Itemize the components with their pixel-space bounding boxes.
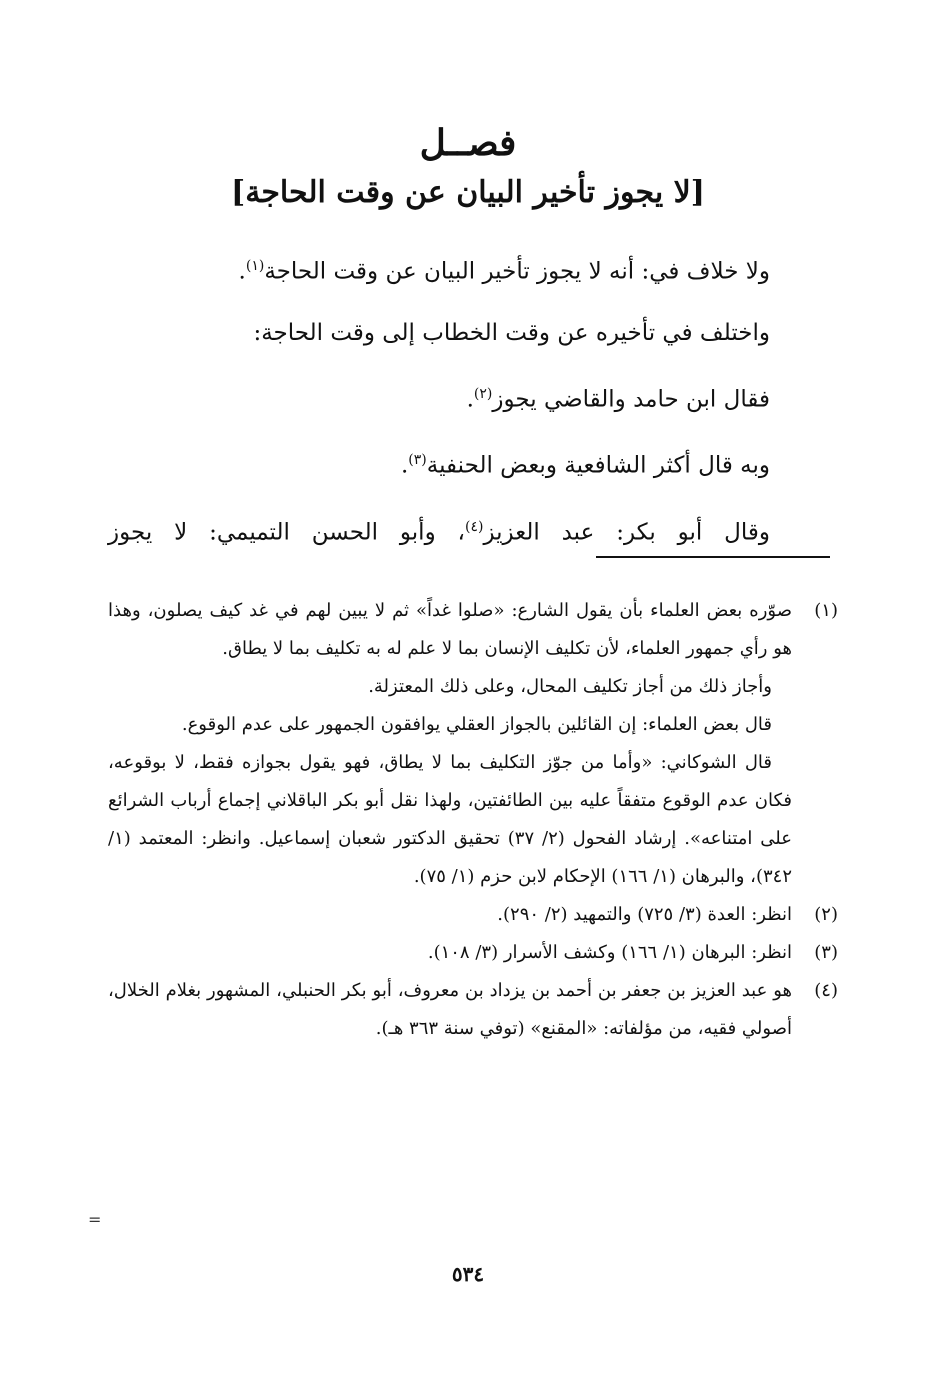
footnote-paragraph: صوّره بعض العلماء بأن يقول الشارع: «صلوا غداً» ثم لا يبين لهم في غد كيف يصلون، وهذا هو رأي جمهور العلماء، لأن تكليف الإنسان بما لا علم له به تكليف بما لا يطاق.: [108, 600, 792, 659]
footnote-number: (٤): [814, 980, 838, 1001]
footnote-number: (٣): [814, 942, 838, 963]
footnote-paragraph: وأجاز ذلك من أجاز تكليف المحال، وعلى ذلك المعتزلة.: [368, 676, 772, 697]
footnote-paragraph: قال الشوكاني: «وأما من جوّز التكليف بما لا يطاق، فهو يقول بجوازه فقط، لا بوقوعه، فكان عدم الوقوع متفقاً عليه بين الطائفتين، ولهذا نقل أبو بكر الباقلاني إجماع أرباب الشرائع على امتناعه». إرشاد الفحول (٢/ ٣٧) تحقيق الدكتور شعبان إسماعيل. وانظر: المعتمد (١/ ٣٤٢)، والبرهان (١/ ١٦٦) الإحكام لابن حزم (١/ ٧٥).: [108, 752, 792, 887]
footnote-2: [108, 896, 838, 934]
footnote-number: (٢): [814, 904, 838, 925]
footnote-ref-4[interactable]: (٤): [464, 518, 484, 535]
footnote-4: [108, 972, 838, 1048]
margin-mark: =: [88, 1210, 102, 1229]
section-title: فصــل: [419, 122, 517, 164]
footnote-1: [108, 592, 838, 896]
main-text: [108, 236, 770, 564]
body-line-4: وبه قال أكثر الشافعية وبعض الحنفية$^{(٣)}$.: [400, 452, 770, 479]
footnote-ref-1[interactable]: (١): [245, 258, 265, 274]
body-line-5: وقال أبو بكر: عبد العزيز$^{(٤)}$، وأبو الحسن التميمي: لا يجوز: [108, 518, 770, 546]
footnote-paragraph: انظر: البرهان (١/ ١٦٦) وكشف الأسرار (٣/ ١٠٨).: [427, 942, 792, 963]
body-line-2: واختلف في تأخيره عن وقت الخطاب إلى وقت الحاجة:: [253, 319, 770, 346]
footnotes: [108, 592, 838, 1048]
footnote-ref-2[interactable]: (٢): [473, 385, 493, 402]
footnote-number: (١): [814, 600, 838, 621]
page-number: ٥٣٤: [451, 1262, 485, 1286]
footnote-paragraph: قال بعض العلماء: إن القائلين بالجواز العقلي يوافقون الجمهور على عدم الوقوع.: [181, 714, 772, 735]
section-subtitle: [لا يجوز تأخير البيان عن وقت الحاجة]: [231, 175, 705, 210]
body-line-1: ولا خلاف في: أنه لا يجوز تأخير البيان عن وقت الحاجة$^{(١)}$.: [238, 258, 770, 285]
footnote-3: [108, 934, 838, 972]
footnote-paragraph: انظر: العدة (٣/ ٧٢٥) والتمهيد (٢/ ٢٩٠).: [497, 904, 792, 925]
footnote-paragraph: هو عبد العزيز بن جعفر بن أحمد بن يزداد بن معروف، أبو بكر الحنبلي، المشهور بغلام الخلال، أصولي فقيه، من مؤلفاته: «المقنع» (توفي سنة ٣٦٣ هـ).: [108, 980, 792, 1039]
body-line-3: فقال ابن حامد والقاضي يجوز$^{(٢)}$.: [466, 385, 770, 413]
footnote-separator: [596, 556, 830, 558]
footnote-ref-3[interactable]: (٣): [408, 452, 427, 469]
